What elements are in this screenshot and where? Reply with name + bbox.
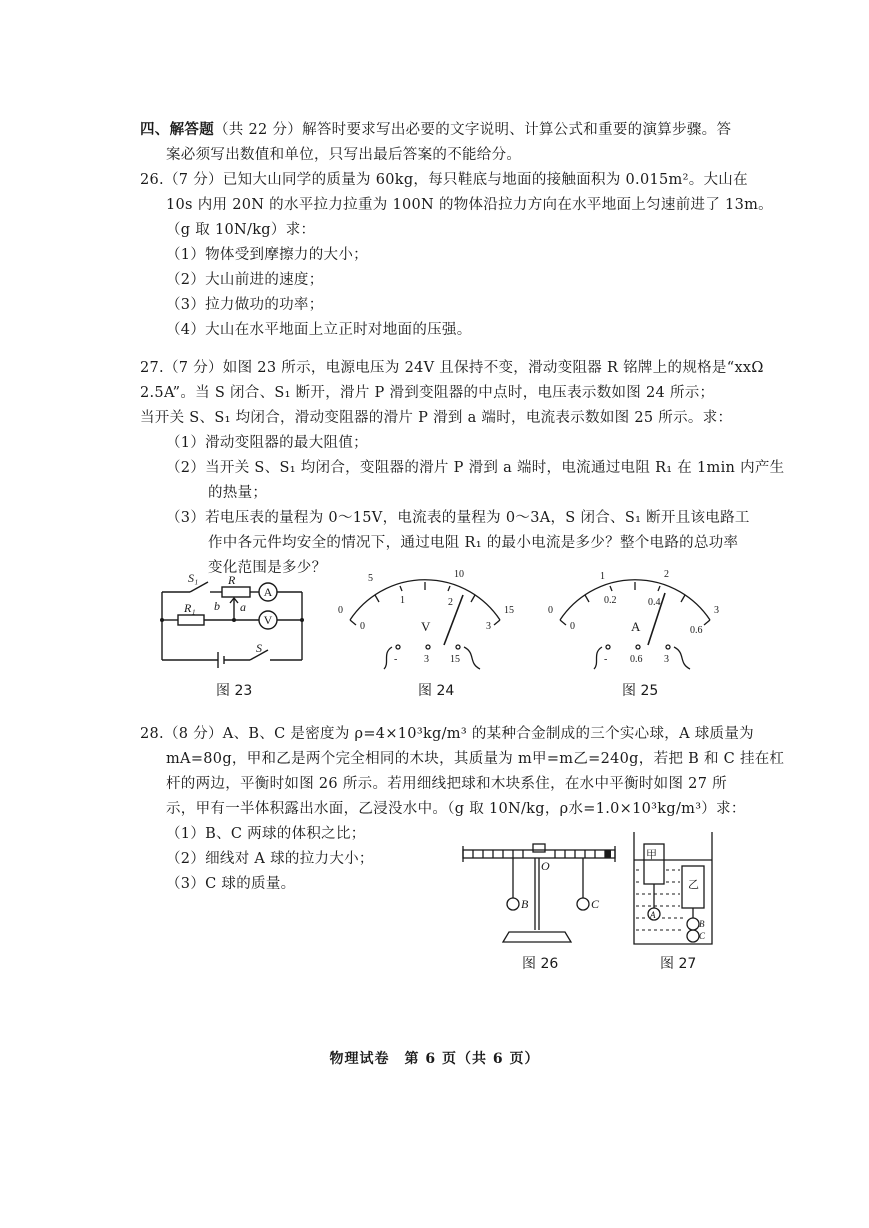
fig25-inner-tick-0: 0 xyxy=(570,621,575,632)
fig24-inner-tick-0: 0 xyxy=(360,621,365,632)
fig25-symbol: A xyxy=(631,619,641,634)
fig24-inner-tick-3: 3 xyxy=(486,621,491,632)
q28-line-2: mA=80g，甲和乙是两个完全相同的木块，其质量为 m甲=m乙=240g，若把 B 和 C 挂在杠 xyxy=(166,751,785,767)
fig24-symbol: V xyxy=(421,619,431,634)
q27-item-2a: （2）当开关 S、S₁ 均闭合，变阻器的滑片 P 滑到 a 端时，电流通过电阻 R₁ 在 1min 内产生 xyxy=(166,460,785,476)
fig27-label-c: C xyxy=(699,931,706,941)
q27-item-1: （1）滑动变阻器的最大阻值； xyxy=(166,435,368,451)
q28-item-2: （2）细线对 A 球的拉力大小； xyxy=(166,851,374,867)
q26-item-2: （2）大山前进的速度； xyxy=(166,272,324,288)
fig25-outer-tick-2: 2 xyxy=(664,569,669,580)
fig24-terminal-3: 3 xyxy=(424,654,429,665)
fig24-caption: 图 24 xyxy=(418,683,455,699)
section-intro-line-1: 四、解答题（共 22 分）解答时要求写出必要的文字说明、计算公式和重要的演算步骤。答 xyxy=(140,121,732,138)
fig25-terminal-neg: - xyxy=(604,654,608,665)
section-title: 四、解答题 xyxy=(140,121,214,138)
fig25-inner-tick-0-4: 0.4 xyxy=(648,597,661,608)
q27-line-3: 当开关 S、S₁ 均闭合，滑动变阻器的滑片 P 滑到 a 端时，电流表示数如图 25 所示。求： xyxy=(140,410,733,426)
fig23-ammeter-symbol: A xyxy=(263,585,273,599)
page-footer: 物理试卷 第 6 页（共 6 页） xyxy=(329,1051,540,1067)
lever-balance-fig26 xyxy=(455,838,625,948)
section-intro-line-2: 案必须写出数值和单位，只写出最后答案的不能给分。 xyxy=(166,147,522,163)
fig24-terminal-15: 15 xyxy=(450,654,460,665)
fig27-label-a: A xyxy=(650,910,656,920)
fig24-outer-tick-10: 10 xyxy=(454,569,464,580)
q28-line-4: 示，甲有一半体积露出水面，乙浸没水中。（g 取 10N/kg，ρ水=1.0×10³kg/m³）求： xyxy=(166,801,746,817)
fig26-label-o: O xyxy=(541,859,550,873)
fig23-caption: 图 23 xyxy=(216,683,253,699)
fig24-outer-tick-5: 5 xyxy=(368,573,373,584)
q27-item-2b: 的热量； xyxy=(208,485,268,501)
circuit-diagram-fig23 xyxy=(150,572,315,672)
fig25-inner-tick-0-2: 0.2 xyxy=(604,595,617,606)
q27-item-3b: 作中各元件均安全的情况下，通过电阻 R₁ 的最小电流是多少？整个电路的总功率 xyxy=(208,535,739,551)
q26-line-1: 26.（7 分）已知大山同学的质量为 60kg，每只鞋底与地面的接触面积为 0.015m²。大山在 xyxy=(140,172,748,188)
q28-line-3: 杆的两边，平衡时如图 26 所示。若用细线把球和木块系住，在水中平衡时如图 27 所 xyxy=(166,776,727,792)
q26-item-1: （1）物体受到摩擦力的大小； xyxy=(166,247,368,263)
fig23-label-r: R xyxy=(228,573,236,587)
fig23-label-r1: R₁ xyxy=(184,601,196,615)
fig23-label-a: a xyxy=(240,600,246,614)
fig25-outer-tick-0: 0 xyxy=(548,605,553,616)
fig24-inner-tick-1: 1 xyxy=(400,595,405,606)
fig24-outer-tick-0: 0 xyxy=(338,605,343,616)
fig25-outer-tick-3: 3 xyxy=(714,605,719,616)
fig25-inner-tick-0-6: 0.6 xyxy=(690,625,703,636)
fig24-outer-tick-15: 15 xyxy=(504,605,514,616)
fig23-label-b: b xyxy=(214,599,220,613)
fig27-label-jia: 甲 xyxy=(646,849,657,861)
fig23-label-s1: S₁ xyxy=(188,572,199,585)
fig26-caption: 图 26 xyxy=(522,956,559,972)
q28-item-1: （1）B、C 两球的体积之比； xyxy=(166,826,366,842)
fig24-terminal-neg: - xyxy=(394,654,398,665)
q26-line-2: 10s 内用 20N 的水平拉力拉重为 100N 的物体沿拉力方向在水平地面上匀速前进了 13m。 xyxy=(166,197,773,213)
fig27-label-b: B xyxy=(699,919,705,929)
q28-line-1: 28.（8 分）A、B、C 是密度为 ρ=4×10³kg/m³ 的某种合金制成的三个实心球，A 球质量为 xyxy=(140,726,754,742)
fig23-voltmeter-symbol: V xyxy=(263,613,273,627)
q26-line-3: （g 取 10N/kg）求： xyxy=(166,222,316,238)
fig25-outer-tick-1: 1 xyxy=(600,571,605,582)
fig23-label-s: S xyxy=(256,641,262,655)
ammeter-dial-fig25 xyxy=(540,565,730,680)
fig27-caption: 图 27 xyxy=(660,956,697,972)
fig24-inner-tick-2: 2 xyxy=(448,597,453,608)
fig25-terminal-0-6: 0.6 xyxy=(630,654,643,665)
beaker-fig27 xyxy=(628,830,718,948)
q27-line-2: 2.5A”。当 S 闭合、S₁ 断开，滑片 P 滑到变阻器的中点时，电压表示数如图 24 所示； xyxy=(140,385,715,401)
q27-line-1: 27.（7 分）如图 23 所示，电源电压为 24V 且保持不变，滑动变阻器 R 铭牌上的规格是“xxΩ xyxy=(140,360,764,376)
q26-item-3: （3）拉力做功的功率； xyxy=(166,297,324,313)
q28-item-3: （3）C 球的质量。 xyxy=(166,876,296,892)
fig26-label-b: B xyxy=(521,897,529,911)
q26-item-4: （4）大山在水平地面上立正时对地面的压强。 xyxy=(166,322,472,338)
fig25-caption: 图 25 xyxy=(622,683,659,699)
fig27-label-yi: 乙 xyxy=(688,879,699,891)
fig26-label-c: C xyxy=(591,897,600,911)
voltmeter-dial-fig24 xyxy=(330,565,520,680)
q27-item-3a: （3）若电压表的量程为 0～15V，电流表的量程为 0～3A，S 闭合、S₁ 断开且该电路工 xyxy=(166,510,750,526)
fig25-terminal-3: 3 xyxy=(664,654,669,665)
q27-item-3c: 变化范围是多少？ xyxy=(208,560,327,576)
